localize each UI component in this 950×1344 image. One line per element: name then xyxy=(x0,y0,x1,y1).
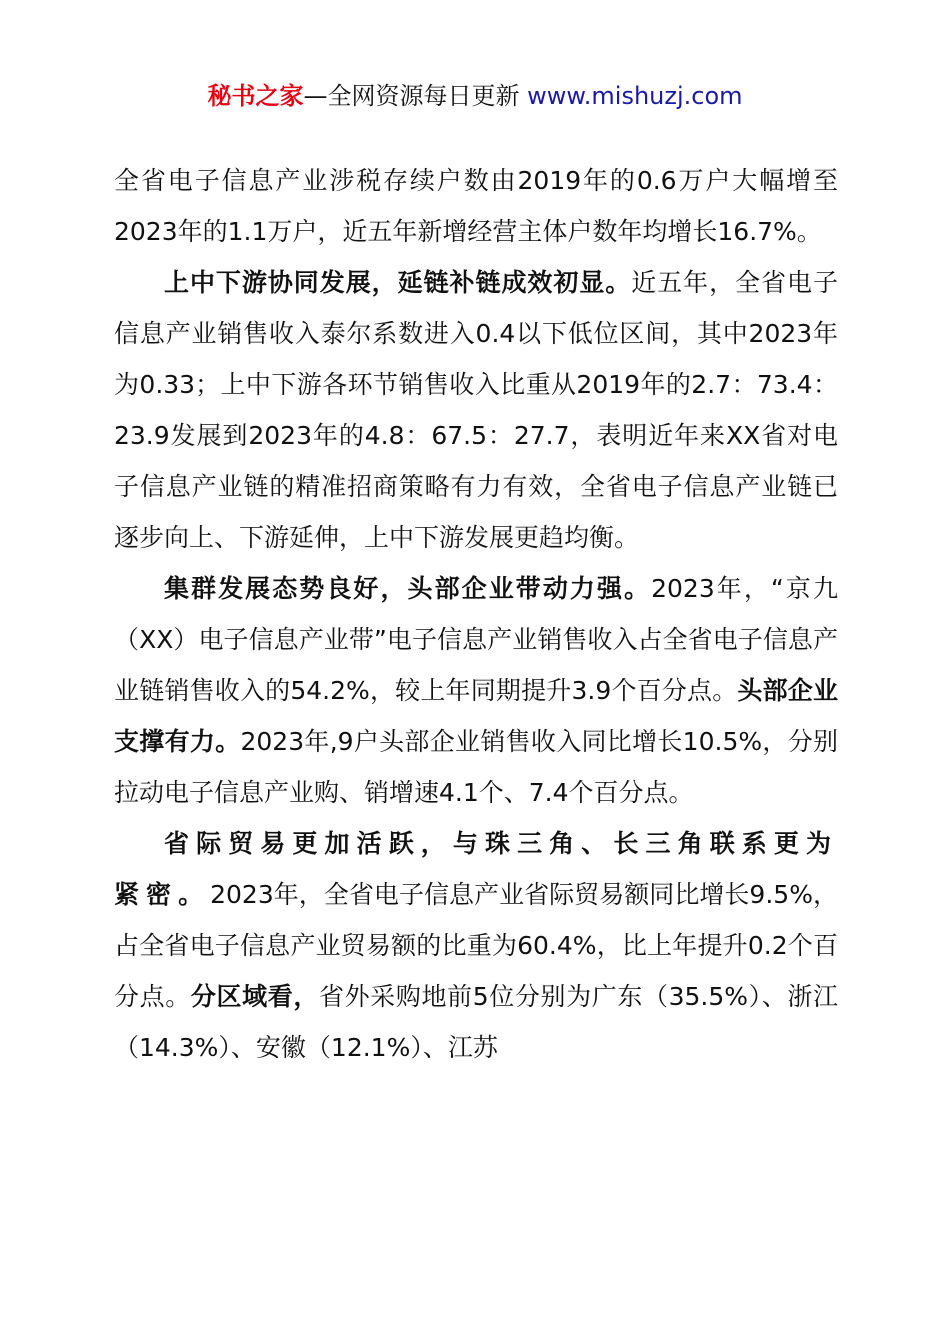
paragraph-3 xyxy=(114,563,838,818)
paragraph-1-text: 全省电子信息产业涉税存续户数由2019年的0.6万户大幅增至2023年的1.1万户，近五年新增经营主体户数年均增长16.7%。 xyxy=(114,166,838,246)
paragraph-4 xyxy=(114,818,838,1073)
paragraph-3-text: 2023年，“京九（XX）电子信息产业带”电子信息产业销售收入占全省电子信息产业链销售收入的54.2%，较上年同期提升3.9个百分点。 xyxy=(114,574,838,705)
paragraph-4-subheading: 分区域看， xyxy=(190,982,319,1011)
paragraph-2-text: 近五年，全省电子信息产业销售收入泰尔系数进入0.4以下低位区间，其中2023年为0.33；上中下游各环节销售收入比重从2019年的2.7：73.4：23.9发展到2023年的4.8：67.5：27.7，表明近年来XX省对电子信息产业链的精准招商策略有力有效，全省电子信息产业链已逐步向上、下游延伸，上中下游发展更趋均衡。 xyxy=(114,268,838,552)
paragraph-2 xyxy=(114,257,838,563)
document-body xyxy=(114,155,838,1073)
paragraph-4-text: 2023年，全省电子信息产业省际贸易额同比增长9.5%，占全省电子信息产业贸易额的比重为60.4%，比上年提升0.2个百分点。 xyxy=(114,880,838,1011)
brand-name: 秘书之家 xyxy=(207,82,304,110)
header-slogan: —全网资源每日更新 xyxy=(303,82,528,110)
paragraph-3-subtext: 2023年,9户头部企业销售收入同比增长10.5%，分别拉动电子信息产业购、销增速4.1个、7.4个百分点。 xyxy=(114,727,838,807)
paragraph-4-heading: 省际贸易更加活跃，与珠三角、长三角联系更为紧密。 xyxy=(114,829,838,909)
paragraph-2-heading: 上中下游协同发展，延链补链成效初显。 xyxy=(164,268,632,297)
paragraph-4-subtext: 省外采购地前5位分别为广东（35.5%）、浙江（14.3%）、安徽（12.1%）、江苏 xyxy=(114,982,838,1062)
site-url[interactable]: www.mishuzj.com xyxy=(527,82,743,110)
page-header xyxy=(0,80,950,112)
paragraph-3-heading: 集群发展态势良好，头部企业带动力强。 xyxy=(164,574,652,603)
paragraph-1 xyxy=(114,155,838,257)
paragraph-3-subheading: 头部企业支撑有力。 xyxy=(114,676,838,756)
